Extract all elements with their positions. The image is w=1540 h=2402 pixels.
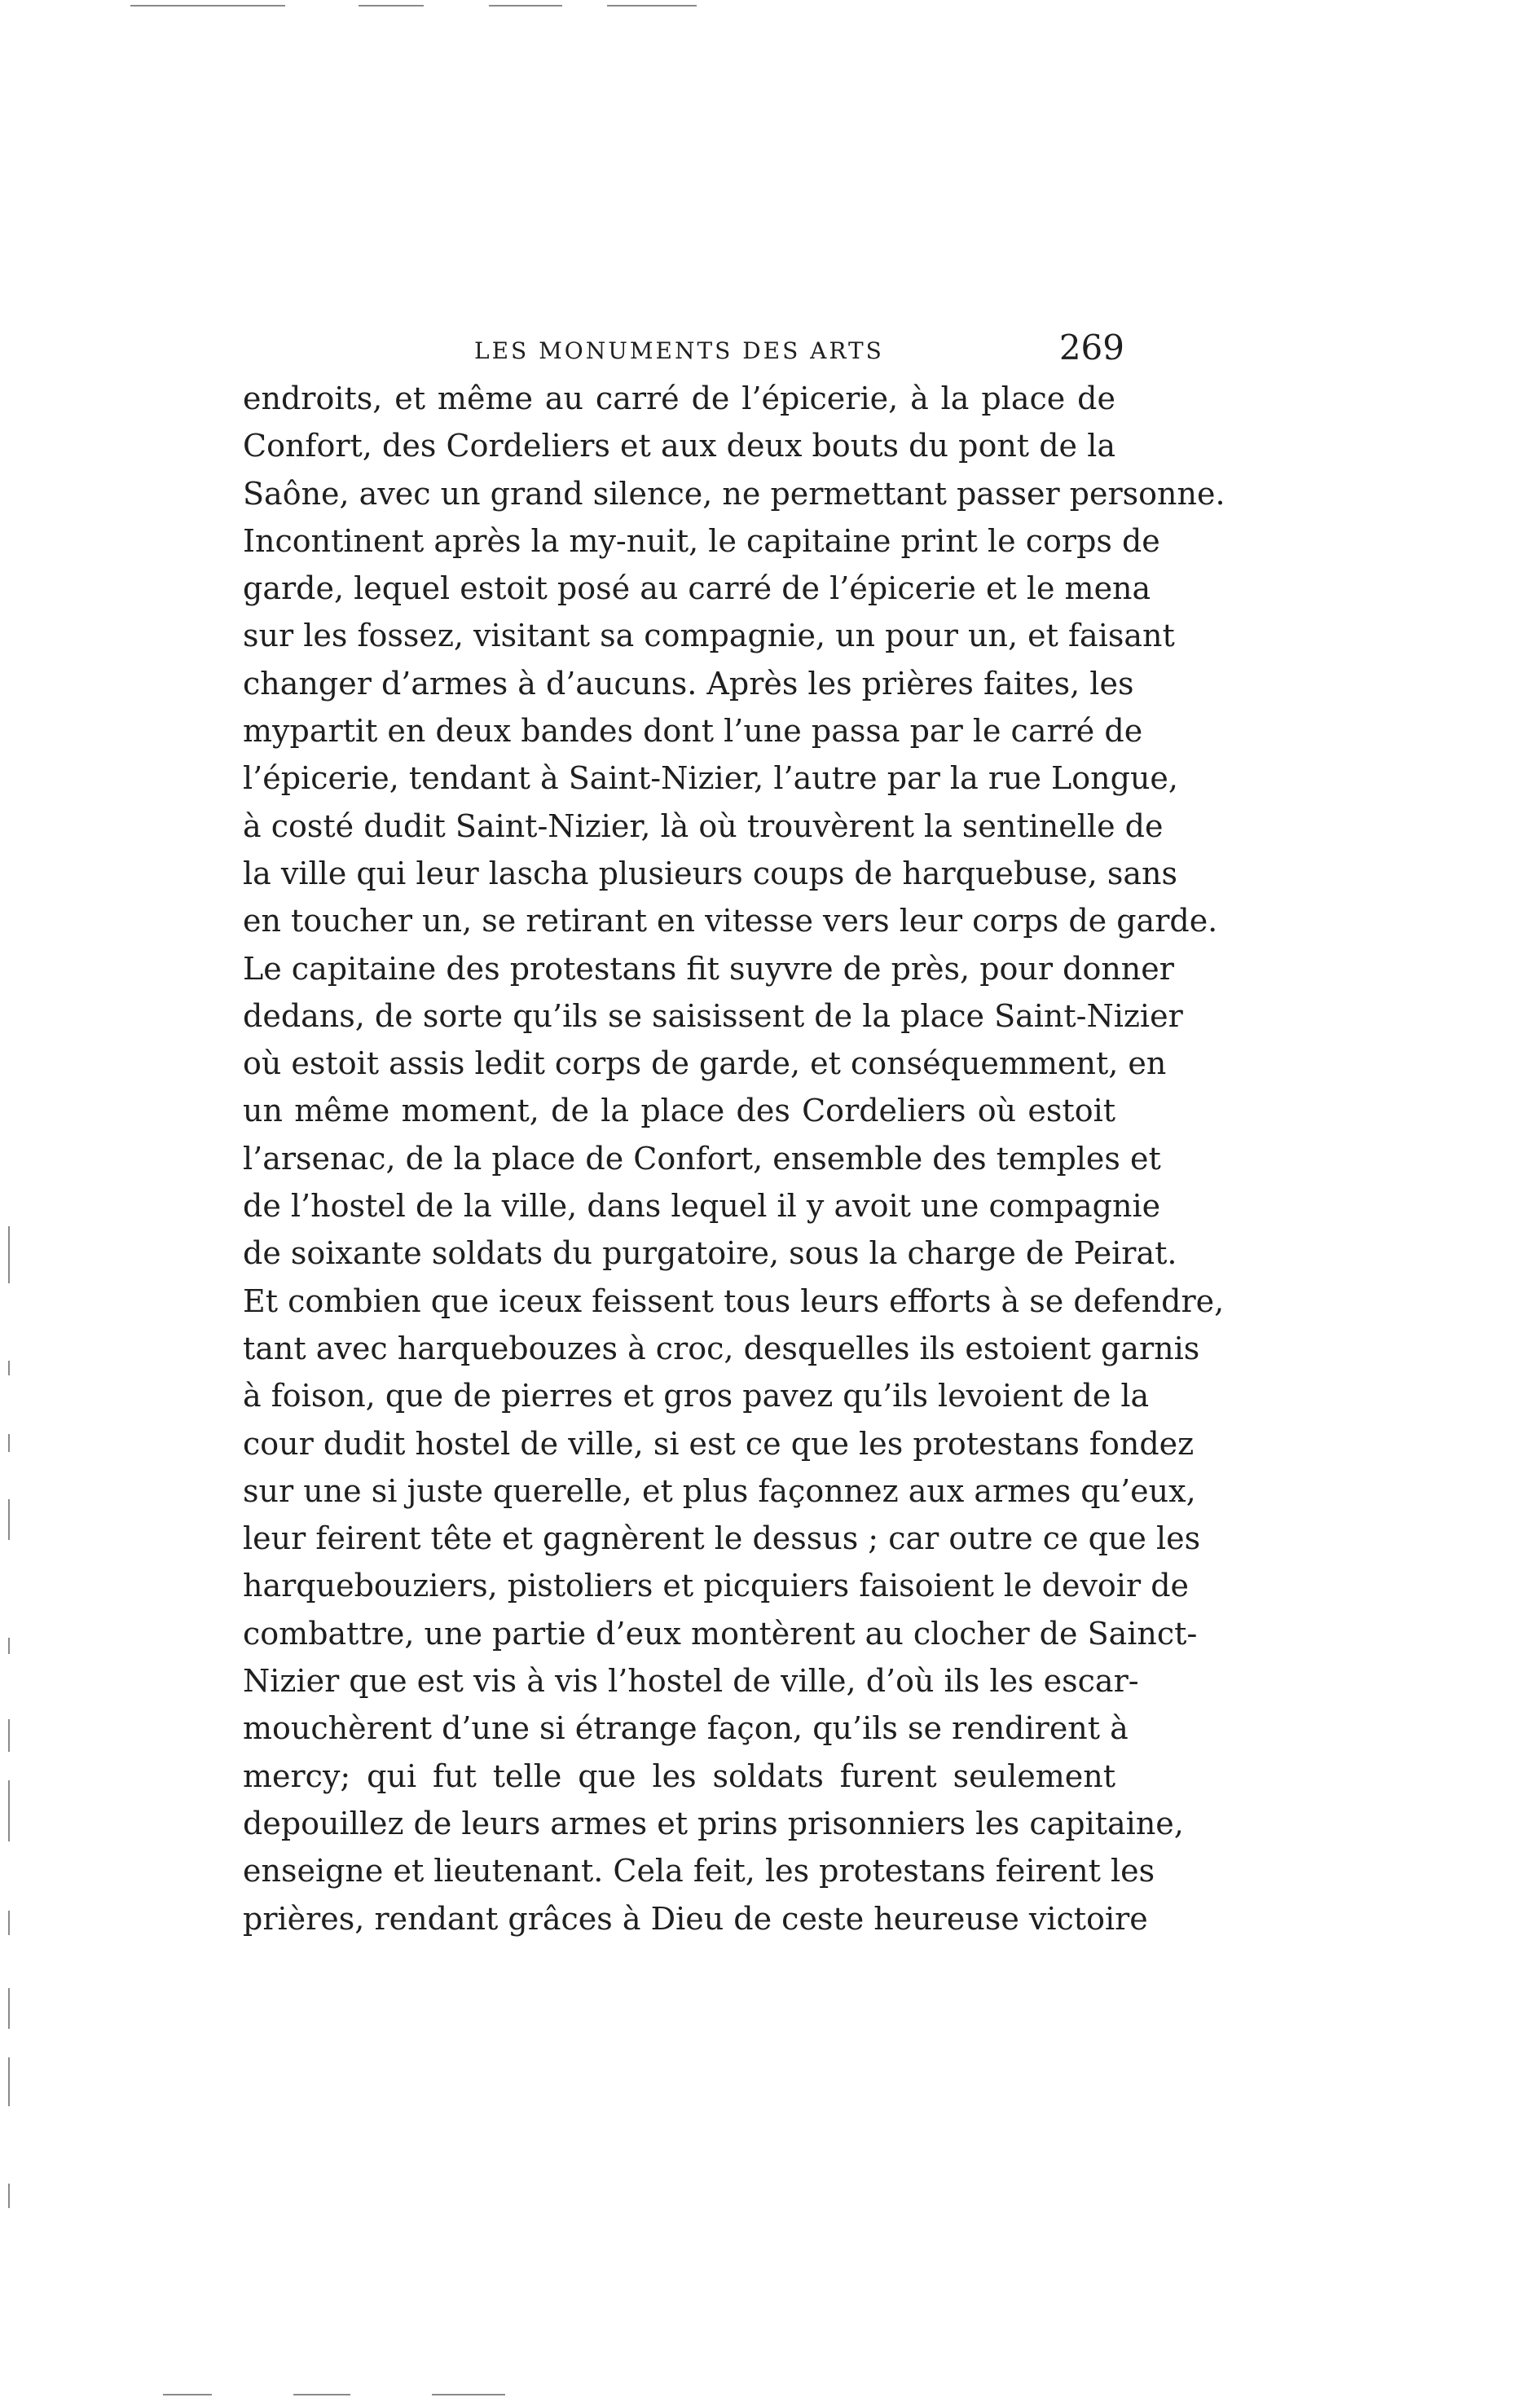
text-line: leur feirent tête et gagnèrent le dessus ; car outre ce que les xyxy=(243,1520,1201,1557)
text-line: un même moment, de la place des Cordeliers où estoit xyxy=(243,1093,1115,1129)
text-line: à costé dudit Saint-Nizier, là où trouvèrent la sentinelle de xyxy=(243,807,1164,844)
text-line: endroits, et même au carré de l’épicerie, à la place de xyxy=(243,381,1115,416)
text-line: sur les fossez, visitant sa compagnie, un pour un, et faisant xyxy=(243,618,1175,654)
text-line: Nizier que est vis à vis l’hostel de ville, d’où ils les escar- xyxy=(243,1663,1139,1700)
text-line: harquebouziers, pistoliers et picquiers faisoient le devoir de xyxy=(243,1568,1190,1604)
text-line: cour dudit hostel de ville, si est ce que les protestans fondez xyxy=(243,1425,1195,1462)
scan-artifacts-left-edge xyxy=(0,0,24,2402)
text-line: où estoit assis ledit corps de garde, et conséquemment, en xyxy=(243,1045,1167,1082)
text-line: dedans, de sorte qu’ils se saisissent de la place Saint-Nizier xyxy=(243,997,1183,1034)
text-line: à foison, que de pierres et gros pavez qu’ils levoient de la xyxy=(243,1378,1150,1414)
scan-artifact-left-8 xyxy=(8,1911,10,1935)
scan-artifact-bottom-1 xyxy=(163,2394,212,2395)
page-number: 269 xyxy=(1058,328,1124,367)
text-line: la ville qui leur lascha plusieurs coups de harquebuse, sans xyxy=(243,855,1177,891)
text-line: en toucher un, se retirant en vitesse vers leur corps de garde. xyxy=(243,903,1218,939)
scan-artifact-left-1 xyxy=(8,1226,10,1283)
text-line: prières, rendant grâces à Dieu de ceste heureuse victoire xyxy=(243,1900,1148,1937)
text-line: depouillez de leurs armes et prins prisonniers les capitaine, xyxy=(243,1805,1184,1841)
scan-artifact-left-4 xyxy=(8,1499,10,1540)
text-line: Et combien que iceux feissent tous leurs efforts à se defendre, xyxy=(243,1282,1225,1319)
text-line: Incontinent après la my-nuit, le capitaine print le corps de xyxy=(243,522,1160,559)
scan-artifact-top-4 xyxy=(607,5,697,7)
scan-artifact-bottom-2 xyxy=(293,2394,350,2395)
scan-artifact-left-6 xyxy=(8,1719,10,1752)
text-line: enseigne et lieutenant. Cela feit, les protestans feirent les xyxy=(243,1853,1155,1889)
scan-artifact-left-2 xyxy=(8,1361,10,1375)
text-line: de l’hostel de la ville, dans lequel il y avoit une compagnie xyxy=(243,1188,1161,1225)
text-line: Le capitaine des protestans fit suyvre de près, pour donner xyxy=(243,950,1174,987)
scan-artifact-left-5 xyxy=(8,1638,10,1654)
running-head: LES MONUMENTS DES ARTS xyxy=(474,337,884,364)
body-text xyxy=(243,375,1225,1942)
scan-artifact-left-3 xyxy=(8,1434,10,1452)
text-line: de soixante soldats du purgatoire, sous la charge de Peirat. xyxy=(243,1235,1177,1272)
text-line: Confort, des Cordeliers et aux deux bouts du pont de la xyxy=(243,428,1115,464)
scan-artifact-top-1 xyxy=(130,5,285,7)
scan-artifact-top-2 xyxy=(359,5,424,7)
text-line: l’arsenac, de la place de Confort, ensemble des temples et xyxy=(243,1140,1161,1177)
text-line: changer d’armes à d’aucuns. Après les prières faites, les xyxy=(243,665,1134,702)
scan-artifact-left-9 xyxy=(8,1988,10,2029)
text-line: l’épicerie, tendant à Saint-Nizier, l’autre par la rue Longue, xyxy=(243,760,1178,797)
text-line: sur une si juste querelle, et plus façonnez aux armes qu’eux, xyxy=(243,1472,1196,1509)
text-line: mypartit en deux bandes dont l’une passa par le carré de xyxy=(243,713,1143,750)
text-line: mouchèrent d’une si étrange façon, qu’ils se rendirent à xyxy=(243,1710,1129,1747)
text-line: tant avec harquebouzes à croc, desquelles ils estoient garnis xyxy=(243,1330,1200,1366)
scan-artifact-left-11 xyxy=(8,2184,10,2208)
scan-artifact-top-3 xyxy=(489,5,562,7)
text-line: garde, lequel estoit posé au carré de l’épicerie et le mena xyxy=(243,570,1151,607)
page-header xyxy=(424,328,1124,376)
scan-artifact-left-10 xyxy=(8,2057,10,2106)
text-line: combattre, une partie d’eux montèrent au clocher de Sainct- xyxy=(243,1615,1198,1652)
scan-artifact-bottom-3 xyxy=(432,2394,505,2395)
text-line: mercy; qui fut telle que les soldats furent seulement xyxy=(243,1758,1115,1794)
scan-artifact-left-7 xyxy=(8,1780,10,1841)
text-line: Saône, avec un grand silence, ne permettant passer personne. xyxy=(243,475,1225,512)
